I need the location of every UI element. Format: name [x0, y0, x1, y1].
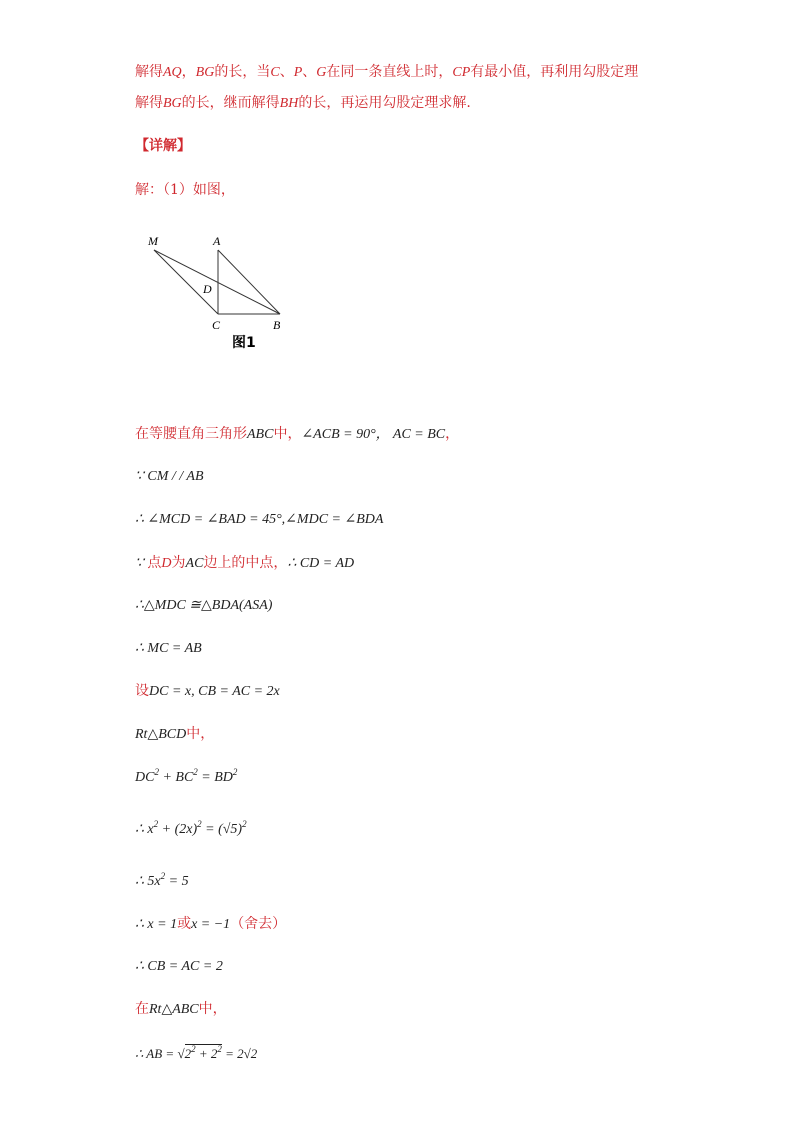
math: ∠ACB = 90°， AC = BC	[301, 427, 446, 442]
exponent: 2	[191, 1044, 196, 1054]
math: BG	[195, 65, 215, 80]
text: 、	[279, 64, 294, 80]
text: 边上的中点，	[203, 555, 288, 571]
math: DC = x, CB = AC = 2x	[149, 684, 280, 699]
text: 解得	[135, 64, 163, 80]
radicand	[185, 1044, 222, 1061]
step-15	[135, 1044, 257, 1064]
text: （舍去）	[230, 916, 287, 932]
text: 在等腰直角三角形	[135, 426, 247, 442]
figure-caption: 图1	[232, 335, 256, 351]
figure-1	[140, 230, 300, 360]
step-12	[135, 914, 286, 935]
text: 在	[135, 1001, 149, 1017]
math: DC	[135, 770, 155, 785]
intro-line-1	[135, 62, 638, 83]
text: 中，	[186, 726, 215, 742]
math: BG	[163, 96, 182, 111]
exponent: 2	[232, 767, 238, 777]
label-d: D	[203, 282, 212, 296]
text: 或	[177, 916, 192, 932]
exponent: 2	[160, 871, 166, 881]
text: ，	[181, 64, 196, 80]
label-c: C	[212, 318, 221, 332]
text: 为	[171, 555, 186, 571]
solution-intro: 解：（1）如图，	[135, 182, 235, 198]
math: x = −1	[191, 917, 231, 932]
exponent: 2	[242, 819, 247, 829]
exponent: 2	[197, 819, 202, 829]
text: ，	[445, 426, 460, 442]
math: = 5	[165, 874, 189, 889]
math: D	[161, 556, 172, 571]
text: 中，	[273, 426, 302, 442]
math: AQ	[163, 65, 182, 80]
text: 设	[135, 683, 149, 699]
math: CP	[452, 65, 471, 80]
geometry-diagram	[140, 230, 300, 360]
exponent: 2	[193, 767, 198, 777]
label-m: M	[148, 234, 158, 248]
step-1	[135, 424, 459, 445]
step-6: ∴ MC = AB	[135, 641, 202, 656]
exponent: 2	[153, 819, 159, 829]
math: Rt△ABC	[149, 1002, 199, 1017]
step-4	[135, 553, 354, 574]
math: + BC	[158, 770, 194, 785]
math: BH	[279, 96, 299, 111]
step-3: ∴ ∠MCD = ∠BAD = 45°,∠MDC = ∠BDA	[135, 512, 384, 527]
step-9	[135, 768, 237, 788]
math: ∵	[135, 556, 148, 571]
math: 2	[184, 1046, 192, 1061]
math: C	[270, 65, 280, 80]
text: 、	[302, 64, 317, 80]
text: 的长，再运用勾股定理求解.	[298, 95, 471, 111]
label-a: A	[213, 234, 221, 248]
math: + 2	[195, 1046, 218, 1061]
exponent: 2	[217, 1044, 222, 1054]
math: Rt△BCD	[135, 727, 187, 742]
math: ∴ 5x	[135, 874, 161, 889]
label-b: B	[273, 318, 281, 332]
step-14	[135, 999, 227, 1020]
detail-heading: 【详解】	[135, 138, 191, 154]
step-5: ∴△MDC ≅△BDA(ASA)	[135, 598, 273, 613]
step-11	[135, 872, 189, 892]
step-10	[135, 820, 247, 840]
math: ∴ AB = √	[135, 1046, 185, 1061]
math: + (2x)	[158, 822, 198, 837]
step-2: ∵ CM / / AB	[135, 469, 204, 484]
math: = 2√2	[221, 1046, 258, 1061]
text: 点	[147, 555, 162, 571]
text: 在同一条直线上时，	[326, 64, 453, 80]
math: ABC	[247, 427, 274, 442]
text: 解得	[135, 95, 163, 111]
math: = (√5)	[201, 822, 243, 837]
math: ∴ x = 1	[135, 917, 178, 932]
text: 中，	[198, 1001, 227, 1017]
intro-line-2	[135, 93, 471, 114]
exponent: 2	[154, 767, 159, 777]
math: P	[293, 65, 303, 80]
math: AC	[185, 556, 204, 571]
text: 有最小值，再利用勾股定理	[470, 64, 639, 80]
text: 的长，当	[214, 64, 271, 80]
text: 的长，继而解得	[181, 95, 280, 111]
math: ∴ x	[135, 822, 154, 837]
math: G	[316, 65, 327, 80]
step-8	[135, 724, 214, 745]
math: ∴ CD = AD	[287, 556, 355, 571]
step-13: ∴ CB = AC = 2	[135, 959, 223, 974]
step-7	[135, 681, 280, 702]
math: = BD	[197, 770, 233, 785]
